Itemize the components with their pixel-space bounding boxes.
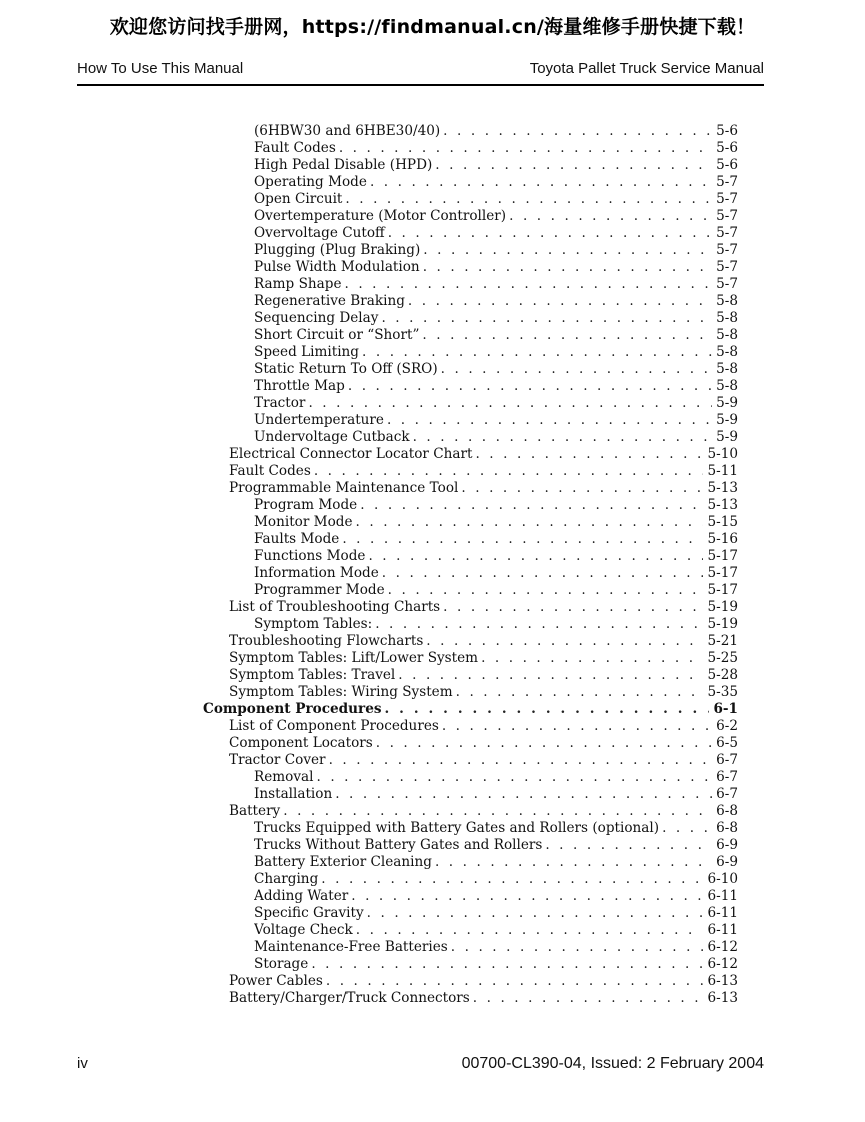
toc-entry-page: 5-7 [716, 225, 738, 241]
dot-leader [442, 718, 712, 735]
toc-entry-title: Regenerative Braking [254, 293, 405, 309]
toc-entry-page: 5-28 [707, 667, 738, 683]
toc-entry-page: 5-17 [707, 548, 738, 564]
toc-entry-title: Overtemperature (Motor Controller) [254, 208, 507, 224]
toc-entry-page: 5-8 [716, 344, 738, 360]
toc-entry-page: 5-6 [716, 140, 738, 156]
toc-entry-title: Power Cables [229, 973, 323, 989]
dot-leader [362, 344, 712, 361]
toc-entry-title: Troubleshooting Flowcharts [229, 633, 424, 649]
toc-entry-page: 5-8 [716, 361, 738, 377]
toc-entry-page: 5-8 [716, 327, 738, 343]
toc-entry[interactable] [229, 718, 738, 735]
dot-leader [443, 123, 712, 140]
toc-entry-title: Specific Gravity [254, 905, 364, 921]
toc-entry[interactable] [254, 854, 738, 871]
toc-entry-page: 6-7 [716, 752, 738, 768]
toc-entry-page: 5-8 [716, 310, 738, 326]
toc-entry[interactable] [229, 990, 738, 1007]
toc-entry-title: Tractor Cover [229, 752, 326, 768]
toc-entry-title: Adding Water [254, 888, 349, 904]
dot-leader [360, 497, 703, 514]
toc-entry[interactable] [254, 514, 738, 531]
toc-entry-page: 6-8 [716, 820, 738, 836]
toc-entry-page: 5-9 [716, 429, 738, 445]
page-number: iv [77, 1055, 88, 1072]
toc-entry-title: Fault Codes [229, 463, 311, 479]
dot-leader [367, 905, 704, 922]
toc-entry-page: 5-7 [716, 174, 738, 190]
toc-entry-title: Installation [254, 786, 333, 802]
toc-entry-page: 5-13 [707, 480, 738, 496]
toc-entry[interactable] [254, 582, 738, 599]
toc-entry-title: Overvoltage Cutoff [254, 225, 385, 241]
toc-entry[interactable] [254, 344, 738, 361]
toc-entry-page: 6-9 [716, 854, 738, 870]
toc-entry-page: 5-8 [716, 293, 738, 309]
toc-entry-title: Faults Mode [254, 531, 340, 547]
toc-entry[interactable] [254, 327, 738, 344]
toc-entry-page: 6-11 [707, 905, 738, 921]
toc-entry-title: Undertemperature [254, 412, 384, 428]
toc-entry-page: 5-15 [707, 514, 738, 530]
toc-entry-title: Trucks Equipped with Battery Gates and Rollers (optional) [254, 820, 660, 836]
toc-entry-title: Ramp Shape [254, 276, 342, 292]
toc-entry-page: 5-16 [707, 531, 738, 547]
toc-entry-title: Throttle Map [254, 378, 345, 394]
toc-entry[interactable] [254, 837, 738, 854]
toc-entry-page: 6-8 [716, 803, 738, 819]
toc-entry[interactable] [229, 480, 738, 497]
toc-entry-page: 5-7 [716, 259, 738, 275]
toc-entry-page: 5-8 [716, 378, 738, 394]
dot-leader [509, 208, 712, 225]
toc-entry-page: 5-35 [707, 684, 738, 700]
toc-entry[interactable] [254, 905, 738, 922]
toc-entry[interactable] [229, 735, 738, 752]
toc-entry-title: Battery [229, 803, 281, 819]
dot-leader [398, 667, 703, 684]
toc-entry[interactable] [254, 769, 738, 786]
toc-entry-page: 6-7 [716, 786, 738, 802]
toc-entry-page: 5-13 [707, 497, 738, 513]
toc-entry-page: 5-7 [716, 276, 738, 292]
toc-entry[interactable] [254, 293, 738, 310]
dot-leader [381, 310, 712, 327]
toc-entry-page: 6-11 [707, 888, 738, 904]
download-banner: 欢迎您访问找手册网，https://findmanual.cn/海量维修手册快捷下载！ [109, 16, 756, 38]
toc-entry-page: 6-5 [716, 735, 738, 751]
toc-entry[interactable] [254, 922, 738, 939]
toc-entry-title: Static Return To Off (SRO) [254, 361, 438, 377]
toc-entry-title: Undervoltage Cutback [254, 429, 410, 445]
dot-leader [385, 701, 710, 718]
toc-entry-title: Symptom Tables: [254, 616, 373, 632]
toc-entry-title: High Pedal Disable (HPD) [254, 157, 433, 173]
dot-leader [345, 191, 712, 208]
dot-leader [311, 956, 703, 973]
toc-entry[interactable] [254, 395, 738, 412]
dot-leader [308, 395, 712, 412]
toc-entry[interactable] [254, 871, 738, 888]
toc-entry-page: 5-7 [716, 242, 738, 258]
toc-entry-title: Programmable Maintenance Tool [229, 480, 459, 496]
dot-leader [382, 565, 704, 582]
toc-entry[interactable] [254, 820, 738, 837]
toc-entry-title: Operating Mode [254, 174, 367, 190]
toc-entry-title: Battery Exterior Cleaning [254, 854, 432, 870]
toc-entry-page: 5-17 [707, 565, 738, 581]
toc-entry-title: Plugging (Plug Braking) [254, 242, 421, 258]
toc-entry[interactable] [254, 225, 738, 242]
toc-entry-title: Program Mode [254, 497, 358, 513]
toc-entry[interactable] [229, 599, 738, 616]
toc-entry[interactable] [229, 667, 738, 684]
toc-entry-title: Trucks Without Battery Gates and Rollers [254, 837, 543, 853]
dot-leader [461, 480, 703, 497]
dot-leader [370, 174, 712, 191]
dot-leader [342, 531, 703, 548]
toc-entry-title: List of Component Procedures [229, 718, 439, 734]
toc-entry-title: List of Troubleshooting Charts [229, 599, 441, 615]
toc-entry-page: 5-11 [707, 463, 738, 479]
toc-entry-page: 5-7 [716, 208, 738, 224]
toc-entry-title: Monitor Mode [254, 514, 353, 530]
dot-leader [545, 837, 712, 854]
toc-entry[interactable] [229, 803, 738, 820]
dot-leader [662, 820, 712, 837]
toc-entry-page: 6-1 [713, 701, 738, 717]
dot-leader [408, 293, 712, 310]
toc-entry[interactable] [254, 429, 738, 446]
toc-entry[interactable] [203, 701, 738, 718]
toc-entry-title: Component Locators [229, 735, 373, 751]
toc-entry-page: 5-21 [707, 633, 738, 649]
dot-leader [413, 429, 713, 446]
toc-entry-title: Component Procedures [203, 701, 382, 717]
toc-entry-page: 6-9 [716, 837, 738, 853]
toc-entry[interactable] [229, 650, 738, 667]
toc-entry[interactable] [254, 140, 738, 157]
dot-leader [475, 446, 703, 463]
toc-entry[interactable] [229, 973, 738, 990]
toc-entry[interactable] [254, 378, 738, 395]
toc-entry[interactable] [254, 208, 738, 225]
toc-entry[interactable] [229, 752, 738, 769]
dot-leader [435, 157, 712, 174]
toc-entry-title: Symptom Tables: Lift/Lower System [229, 650, 479, 666]
dot-leader [321, 871, 703, 888]
toc-entry[interactable] [229, 684, 738, 701]
toc-entry[interactable] [254, 956, 738, 973]
toc-entry-page: 6-13 [707, 990, 738, 1006]
dot-leader [441, 361, 712, 378]
toc-entry-page: 6-11 [707, 922, 738, 938]
toc-entry[interactable] [254, 888, 738, 905]
toc-entry[interactable] [254, 242, 738, 259]
dot-leader [423, 259, 712, 276]
toc-entry[interactable] [254, 276, 738, 293]
dot-leader [335, 786, 712, 803]
toc-entry-title: Speed Limiting [254, 344, 360, 360]
toc-entry-title: Charging [254, 871, 319, 887]
header-manual-title: Toyota Pallet Truck Service Manual [529, 60, 764, 77]
dot-leader [451, 939, 704, 956]
toc-entry-page: 5-7 [716, 191, 738, 207]
toc-entry-title: Battery/Charger/Truck Connectors [229, 990, 470, 1006]
toc-entry-title: Storage [254, 956, 309, 972]
dot-leader [344, 276, 712, 293]
dot-leader [317, 769, 713, 786]
toc-entry[interactable] [254, 616, 738, 633]
dot-leader [356, 514, 704, 531]
toc-entry[interactable] [254, 123, 738, 140]
toc-entry[interactable] [254, 786, 738, 803]
toc-entry-page: 6-10 [707, 871, 738, 887]
dot-leader [426, 633, 703, 650]
toc-entry-title: Pulse Width Modulation [254, 259, 420, 275]
dot-leader [443, 599, 703, 616]
dot-leader [388, 582, 704, 599]
dot-leader [435, 854, 712, 871]
toc-entry-title: Functions Mode [254, 548, 366, 564]
toc-entry[interactable] [254, 548, 738, 565]
toc-entry[interactable] [229, 446, 738, 463]
dot-leader [422, 327, 712, 344]
dot-leader [423, 242, 712, 259]
toc-entry[interactable] [254, 497, 738, 514]
toc-entry-title: Electrical Connector Locator Chart [229, 446, 473, 462]
dot-leader [376, 735, 712, 752]
dot-leader [368, 548, 703, 565]
toc-entry-title: Symptom Tables: Wiring System [229, 684, 453, 700]
toc-entry-title: Symptom Tables: Travel [229, 667, 396, 683]
toc-entry[interactable] [254, 157, 738, 174]
dot-leader [351, 888, 703, 905]
toc-entry-page: 6-12 [707, 939, 738, 955]
toc-entry[interactable] [254, 531, 738, 548]
toc-entry[interactable] [254, 191, 738, 208]
toc-entry-page: 5-6 [716, 157, 738, 173]
toc-entry-title: Information Mode [254, 565, 379, 581]
toc-entry-page: 5-9 [716, 412, 738, 428]
toc-entry-page: 5-19 [707, 616, 738, 632]
dot-leader [339, 140, 712, 157]
toc-entry[interactable] [254, 412, 738, 429]
toc-entry-page: 6-7 [716, 769, 738, 785]
toc-entry-page: 5-9 [716, 395, 738, 411]
dot-leader [329, 752, 713, 769]
dot-leader [456, 684, 704, 701]
toc-entry[interactable] [254, 259, 738, 276]
toc-entry-title: Tractor [254, 395, 306, 411]
toc-entry-page: 5-6 [716, 123, 738, 139]
page-header [77, 58, 764, 86]
dot-leader [388, 225, 712, 242]
toc-entry-title: Voltage Check [254, 922, 353, 938]
toc-entry-page: 5-10 [707, 446, 738, 462]
dot-leader [356, 922, 704, 939]
toc-entry[interactable] [254, 361, 738, 378]
toc-entry[interactable] [254, 939, 738, 956]
toc-entry-page: 5-25 [707, 650, 738, 666]
document-info: 00700-CL390-04, Issued: 2 February 2004 [461, 1055, 764, 1072]
toc-entry[interactable] [254, 174, 738, 191]
toc-entry-title: Removal [254, 769, 314, 785]
dot-leader [375, 616, 703, 633]
toc-entry-title: Fault Codes [254, 140, 336, 156]
toc-entry-title: Programmer Mode [254, 582, 385, 598]
toc-entry-title: Open Circuit [254, 191, 343, 207]
toc-entry[interactable] [229, 633, 738, 650]
toc-entry[interactable] [229, 463, 738, 480]
toc-entry-title: Sequencing Delay [254, 310, 379, 326]
dot-leader [473, 990, 704, 1007]
toc-entry[interactable] [254, 310, 738, 327]
dot-leader [387, 412, 712, 429]
toc-entry-page: 6-2 [716, 718, 738, 734]
toc-entry-title: (6HBW30 and 6HBE30/40) [254, 123, 441, 139]
header-section-title: How To Use This Manual [77, 60, 244, 77]
toc-entry-page: 5-19 [707, 599, 738, 615]
toc-entry-title: Short Circuit or “Short” [254, 327, 420, 343]
table-of-contents [0, 123, 865, 1007]
toc-entry-title: Maintenance-Free Batteries [254, 939, 448, 955]
toc-entry[interactable] [254, 565, 738, 582]
toc-entry-page: 5-17 [707, 582, 738, 598]
dot-leader [314, 463, 704, 480]
toc-entry-page: 6-12 [707, 956, 738, 972]
toc-entry-page: 6-13 [707, 973, 738, 989]
dot-leader [348, 378, 712, 395]
dot-leader [283, 803, 712, 820]
dot-leader [326, 973, 704, 990]
dot-leader [481, 650, 703, 667]
